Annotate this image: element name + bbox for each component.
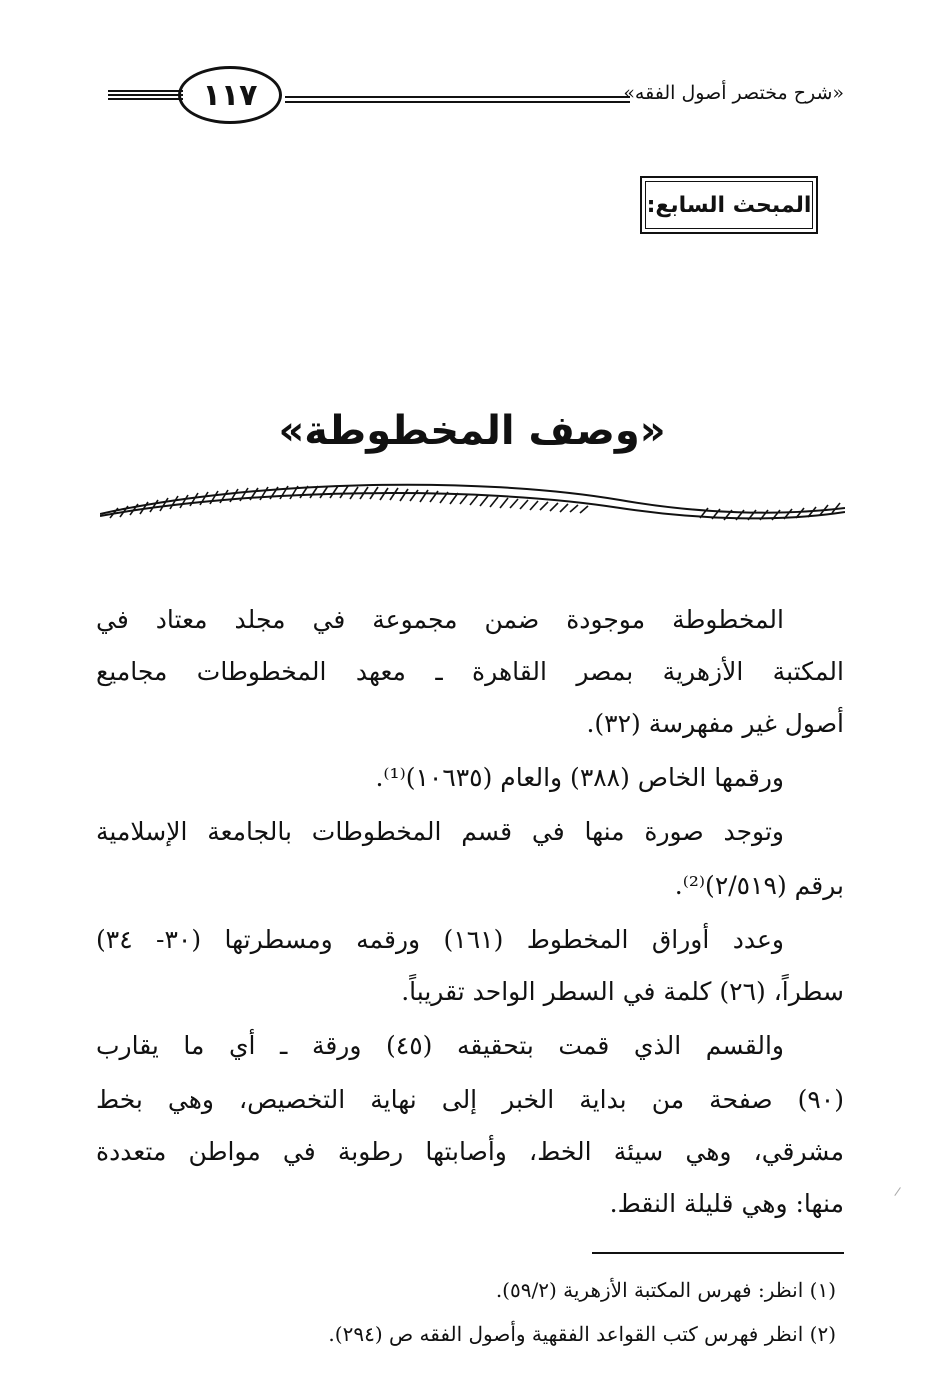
- margin-mark: [894, 1187, 910, 1203]
- body-line: والقسم الذي قمت بتحقيقه (٤٥) ورقة ـ أي ما يقارب: [96, 1031, 784, 1060]
- section-box: [640, 176, 818, 234]
- footnote-rule: [592, 1252, 844, 1254]
- body-line: المخطوطة موجودة ضمن مجموعة في مجلد معتاد في: [96, 605, 784, 634]
- body-line: أصول غير مفهرسة (٣٢).: [586, 709, 844, 738]
- body-line: وعدد أوراق المخطوط (١٦١) ورقمه ومسطرتها (٣٠- ٣٤): [96, 925, 784, 954]
- chapter-title: «وصف المخطوطة»: [278, 408, 666, 454]
- section-label: المبحث السابع:: [646, 192, 812, 218]
- body-line: منها: وهي قليلة النقط.: [609, 1189, 844, 1218]
- body-line: مشرقي، وهي سيئة الخط، وأصابتها رطوبة في مواطن متعددة: [96, 1137, 844, 1166]
- title-ornament: [100, 478, 845, 524]
- body-line: برقم (٢/٥١٩)⁽²⁾.: [674, 871, 844, 900]
- header-rule-left: [108, 90, 183, 100]
- body-line: المكتبة الأزهرية بمصر القاهرة ـ معهد المخطوطات مجاميع: [96, 657, 844, 686]
- footnote: (٢) انظر فهرس كتب القواعد الفقهية وأصول الفقه ص (٢٩٤).: [328, 1322, 836, 1346]
- footnote: (١) انظر: فهرس المكتبة الأزهرية (٥٩/٢).: [495, 1278, 836, 1302]
- header-rule: [285, 96, 630, 103]
- body-line: (٩٠) صفحة من بداية الخبر إلى نهاية التخصيص، وهي بخط: [96, 1085, 844, 1114]
- running-header: «شرح مختصر أصول الفقه»: [623, 82, 844, 104]
- body-line: سطراً، (٢٦) كلمة في السطر الواحد تقريباً.: [401, 977, 844, 1006]
- body-line: وتوجد صورة منها في قسم المخطوطات بالجامعة الإسلامية: [96, 817, 784, 846]
- body-line: ورقمها الخاص (٣٨٨) والعام (١٠٦٣٥)⁽¹⁾.: [375, 763, 784, 792]
- page-number: ١١٧: [178, 66, 282, 124]
